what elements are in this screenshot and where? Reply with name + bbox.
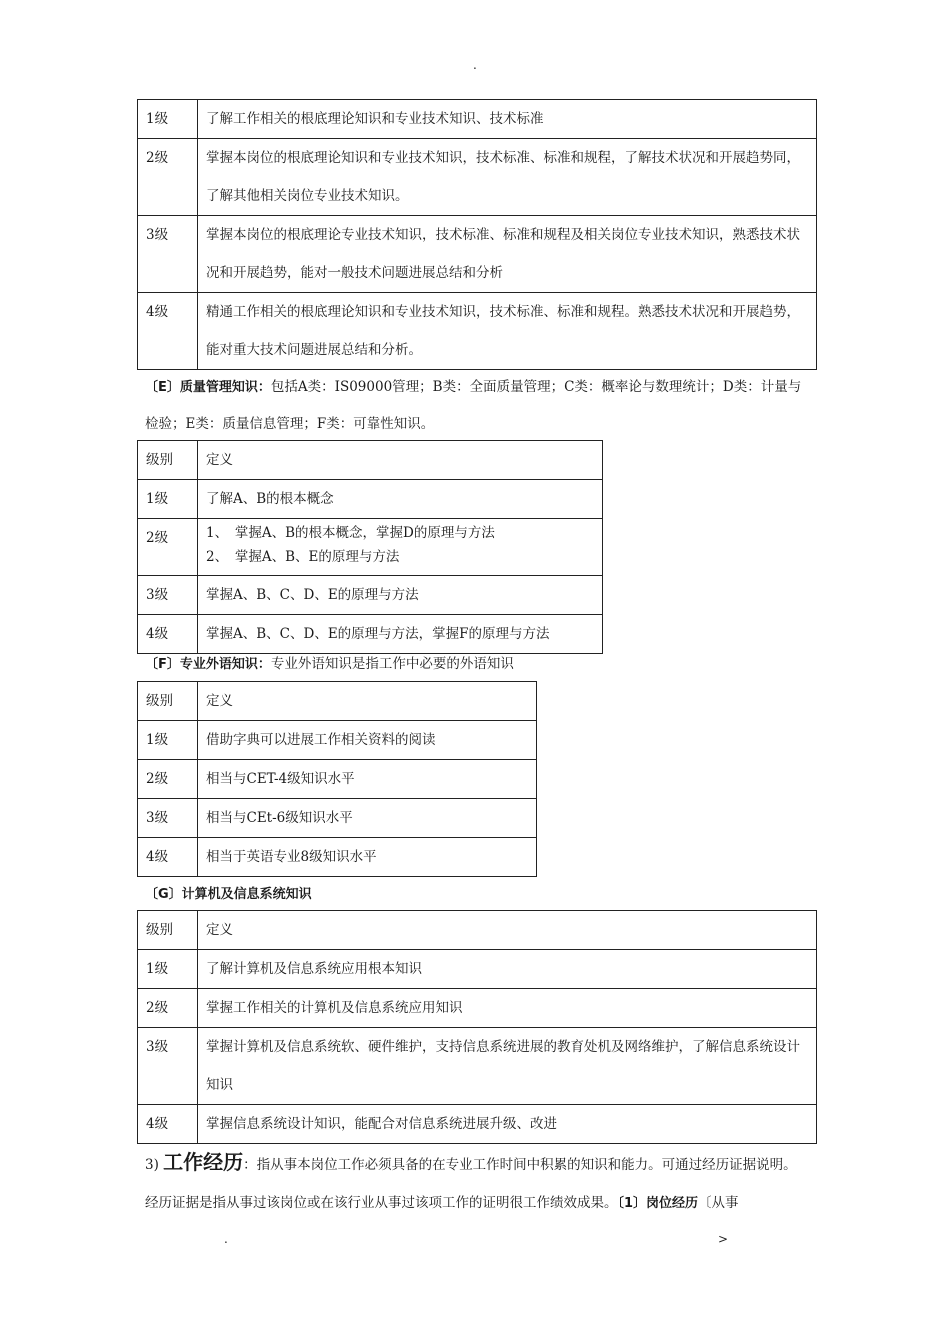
level-header: 级别 [138,911,198,950]
table-row [138,1105,817,1144]
level-cell: 2级 [138,139,198,216]
table-header-row [138,441,603,480]
definition-cell: 相当于英语专业8级知识水平 [198,838,537,877]
section-e-text: 包括A类：IS09000管理；B类：全面质量管理；C类：概率论与数理统计；D类：计量与检验；E类：质量信息管理；F类：可靠性知识。 [145,379,802,432]
level-cell: 4级 [138,838,198,877]
definition-cell: 掌握本岗位的根底理论知识和专业技术知识，技术标准、标准和规程，了解技术状况和开展趋势同，了解其他相关岗位专业技术知识。 [198,139,817,216]
level-cell: 4级 [138,615,198,654]
table-header-row [138,682,537,721]
definition-cell: 掌握本岗位的根底理论专业技术知识，技术标准、标准和规程及相关岗位专业技术知识，熟悉技术状况和开展趋势，能对一般技术问题进展总结和分析 [198,216,817,293]
table-row [138,760,537,799]
table-row [138,576,603,615]
definition-header: 定义 [198,682,537,721]
section-3-title: 工作经历 [163,1150,244,1174]
section-3-text: ：指从事本岗位工作必须具备的在专业工作时间中积累的知识和能力。可通过经历证据说明。经历证据是指从事过该岗位或在该行业从事过该项工作的证明很工作绩效成果。 [145,1157,797,1211]
table-header-row [138,911,817,950]
level-cell: 1级 [138,950,198,989]
level-header: 级别 [138,682,198,721]
definition-header: 定义 [198,441,603,480]
section-3-tail: 〔从事 [698,1195,739,1211]
section-g-label: 〔G〕计算机及信息系统知识 [145,887,312,902]
level-cell: 4级 [138,1105,198,1144]
table-row [138,293,817,370]
knowledge-level-table-1 [137,99,817,370]
definition-cell: 了解计算机及信息系统应用根本知识 [198,950,817,989]
section-f-label: 〔F〕专业外语知识： [145,657,271,672]
table-row [138,139,817,216]
level-cell: 1级 [138,100,198,139]
foreign-language-table [137,681,537,877]
level-cell: 2级 [138,519,198,576]
table-row [138,100,817,139]
definition-cell [198,519,603,576]
level-cell: 4级 [138,293,198,370]
section-3-sub-label: 〔1〕岗位经历 [617,1196,699,1211]
table-row [138,480,603,519]
section-g-paragraph [145,876,810,913]
section-f-text: 专业外语知识是指工作中必要的外语知识 [270,656,514,672]
definition-line: 2、 掌握A、B、E的原理与方法 [206,549,400,565]
table-row [138,950,817,989]
level-cell: 3级 [138,799,198,838]
section-3-number: 3) [145,1157,159,1173]
table-row [138,721,537,760]
computer-knowledge-table [137,910,817,1144]
table-row [138,216,817,293]
definition-line: 1、 掌握A、B的根本概念，掌握D的原理与方法 [206,525,495,541]
definition-cell: 相当与CET-4级知识水平 [198,760,537,799]
definition-cell: 掌握信息系统设计知识，能配合对信息系统进展升级、改进 [198,1105,817,1144]
table-row [138,799,537,838]
definition-cell: 掌握A、B、C、D、E的原理与方法，掌握F的原理与方法 [198,615,603,654]
definition-cell: 掌握A、B、C、D、E的原理与方法 [198,576,603,615]
definition-cell: 掌握工作相关的计算机及信息系统应用知识 [198,989,817,1028]
level-cell: 1级 [138,480,198,519]
level-header: 级别 [138,441,198,480]
page-top-dot: . [473,58,477,72]
table-row [138,519,603,576]
definition-header: 定义 [198,911,817,950]
level-cell: 2级 [138,989,198,1028]
section-f-paragraph [145,646,810,683]
level-cell: 3级 [138,576,198,615]
table-row [138,838,537,877]
definition-cell: 相当与CEt-6级知识水平 [198,799,537,838]
quality-knowledge-table [137,440,603,654]
definition-cell: 借助字典可以进展工作相关资料的阅读 [198,721,537,760]
definition-cell: 精通工作相关的根底理论知识和专业技术知识，技术标准、标准和规程。熟悉技术状况和开展趋势，能对重大技术问题进展总结和分析。 [198,293,817,370]
definition-cell: 掌握计算机及信息系统软、硬件维护，支持信息系统进展的教育处机及网络维护，了解信息系统设计知识 [198,1028,817,1105]
section-e-paragraph [145,369,810,443]
footer-dot: . [224,1232,228,1246]
table-row [138,989,817,1028]
level-cell: 1级 [138,721,198,760]
footer-arrow: > [718,1232,729,1246]
level-cell: 3级 [138,216,198,293]
level-cell: 2级 [138,760,198,799]
definition-cell: 了解A、B的根本概念 [198,480,603,519]
table-row [138,1028,817,1105]
section-e-label: 〔E〕质量管理知识： [145,380,271,395]
section-3-paragraph [145,1143,810,1223]
definition-cell: 了解工作相关的根底理论知识和专业技术知识、技术标准 [198,100,817,139]
level-cell: 3级 [138,1028,198,1105]
